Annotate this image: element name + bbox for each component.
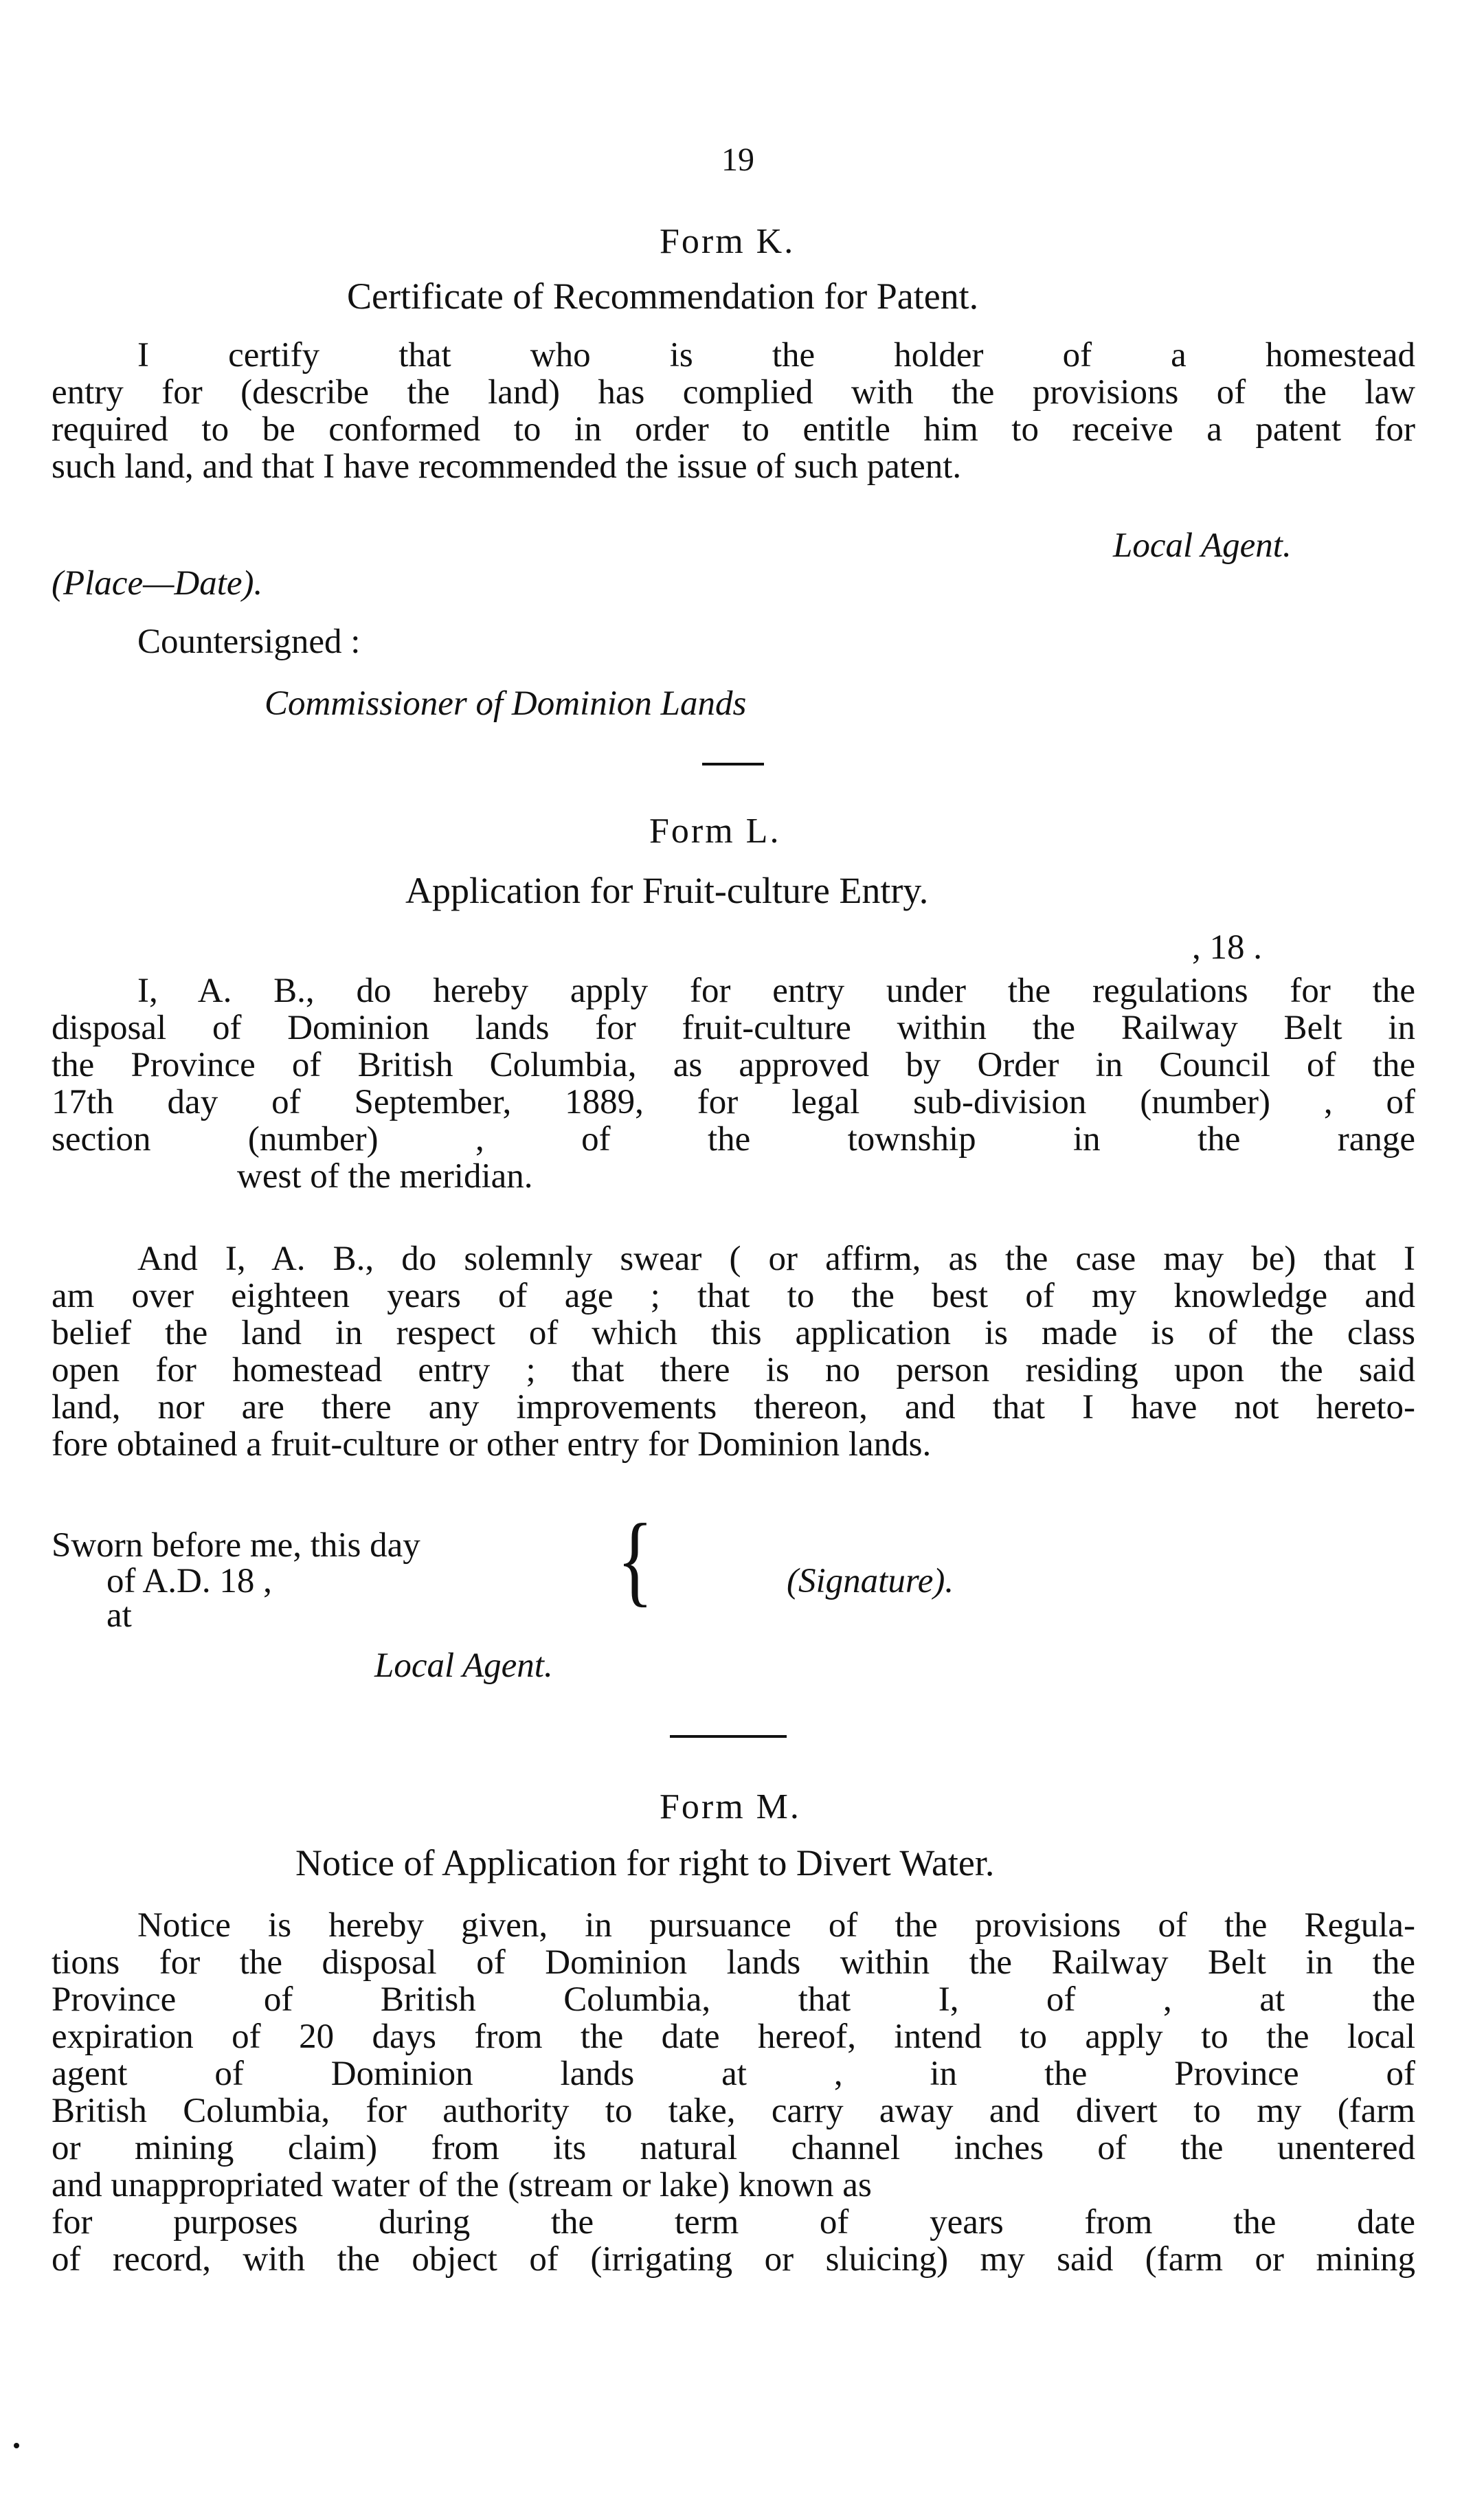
stray-mark [14, 2443, 19, 2448]
form-k-commissioner: Commissioner of Dominion Lands [265, 684, 747, 723]
form-l-date-line: , 18 . [1192, 928, 1262, 967]
form-k-body-line: required to be conformed to in order to entitle him to receive a patent for [52, 410, 1415, 449]
form-l-title: Application for Fruit-culture Entry. [405, 870, 929, 911]
form-l-para2-line: am over eighteen years of age ; that to the best of my knowledge and [52, 1277, 1415, 1315]
form-k-place-date: (Place—Date). [52, 564, 263, 603]
form-l-paragraph-1 [52, 972, 1415, 1195]
form-k-title: Certificate of Recommendation for Patent. [347, 276, 979, 317]
form-k-local-agent: Local Agent. [1113, 526, 1292, 565]
form-m-heading: Form M. [660, 1787, 801, 1826]
form-k-body-line: I certify that who is the holder of a homestead [137, 336, 1415, 375]
form-m-body-line: Notice is hereby given, in pursuance of the provisions of the Regula- [137, 1906, 1415, 1945]
form-l-para2-line: fore obtained a fruit-culture or other entry for Dominion lands. [52, 1425, 932, 1464]
form-m-body-line: British Columbia, for authority to take, carry away and divert to my (farm [52, 2092, 1415, 2130]
form-l-local-agent: Local Agent. [374, 1646, 553, 1685]
form-l-paragraph-2 [52, 1240, 1415, 1463]
sworn-line-3: at [106, 1596, 132, 1635]
form-l-signature: (Signature). [787, 1562, 954, 1600]
form-m-body [52, 1907, 1415, 2278]
form-k-countersigned: Countersigned : [137, 623, 361, 661]
form-l-para1-line: section (number) , of the township in the range [52, 1120, 1415, 1159]
brace-icon: { [617, 1502, 653, 1616]
form-l-para2-line: open for homestead entry ; that there is no person residing upon the said [52, 1351, 1415, 1389]
form-m-body-line: Province of British Columbia, that I, of , at the [52, 1980, 1415, 2019]
section-divider [670, 1735, 787, 1738]
form-m-body-line: expiration of 20 days from the date hereof, intend to apply to the local [52, 2017, 1415, 2056]
form-l-para1-line: I, A. B., do hereby apply for entry under the regulations for the [137, 972, 1415, 1010]
form-l-para1-line: disposal of Dominion lands for fruit-culture within the Railway Belt in [52, 1009, 1415, 1047]
sworn-line-1: Sworn before me, this day [52, 1526, 420, 1565]
form-m-body-line: and unappropriated water of the (stream or lake) known as [52, 2166, 872, 2204]
sworn-line-2: of A.D. 18 , [106, 1562, 272, 1600]
form-m-body-line: of record, with the object of (irrigating or sluicing) my said (farm or mining [52, 2240, 1415, 2279]
form-k-body-line: such land, and that I have recommended the issue of such patent. [52, 447, 962, 486]
form-k-body-line: entry for (describe the land) has complied with the provisions of the law [52, 373, 1415, 412]
page-number: 19 [721, 142, 754, 178]
section-divider [702, 763, 764, 765]
form-m-body-line: for purposes during the term of years from the date [52, 2203, 1415, 2242]
form-k-body [52, 337, 1415, 485]
form-m-body-line: or mining claim) from its natural channel inches of the unentered [52, 2129, 1415, 2167]
form-m-body-line: agent of Dominion lands at , in the Province of [52, 2055, 1415, 2093]
form-l-para2-line: And I, A. B., do solemnly swear ( or affirm, as the case may be) that I [137, 1240, 1415, 1278]
form-m-body-line: tions for the disposal of Dominion lands within the Railway Belt in the [52, 1943, 1415, 1982]
form-l-para1-line: the Province of British Columbia, as approved by Order in Council of the [52, 1046, 1415, 1084]
form-l-para2-line: belief the land in respect of which this application is made is of the class [52, 1314, 1415, 1352]
form-k-heading: Form K. [660, 222, 796, 261]
form-l-para1-line: 17th day of September, 1889, for legal sub-division (number) , of [52, 1083, 1415, 1121]
form-l-heading: Form L. [649, 812, 781, 851]
form-l-para1-line: west of the meridian. [237, 1157, 533, 1196]
form-m-title: Notice of Application for right to Divert Water. [295, 1842, 995, 1884]
form-l-para2-line: land, nor are there any improvements thereon, and that I have not hereto- [52, 1388, 1415, 1427]
